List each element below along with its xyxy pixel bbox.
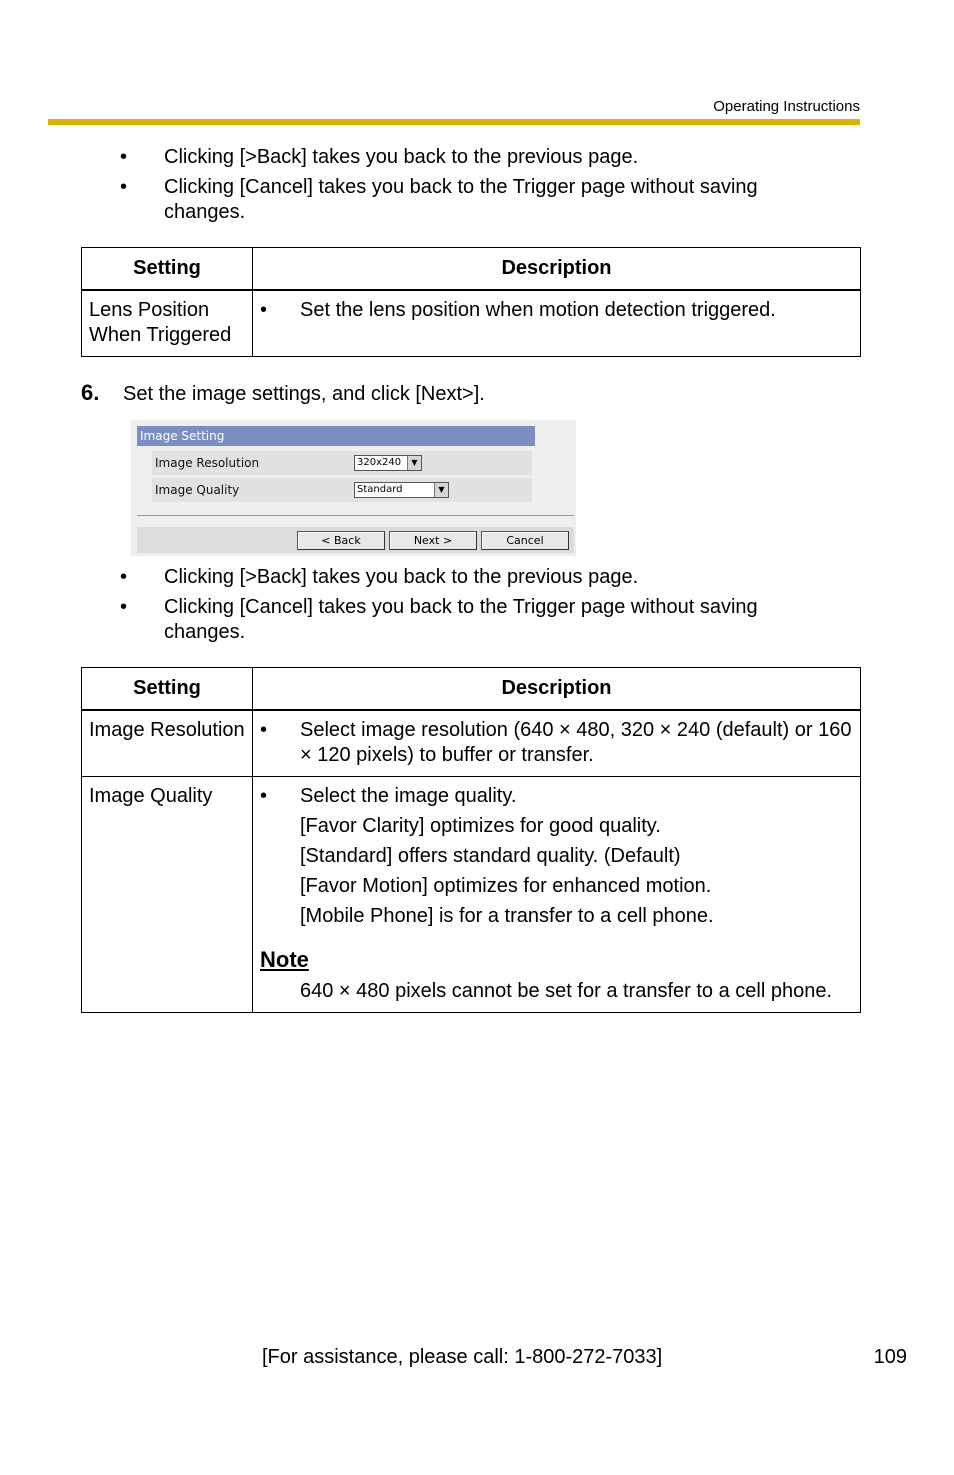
image-resolution-select[interactable]: 320x240 ▼	[354, 455, 422, 471]
bullet-icon: •	[120, 176, 128, 198]
column-header-setting: Setting	[82, 668, 253, 711]
running-header: Operating Instructions	[713, 98, 860, 115]
table-row	[82, 777, 861, 1013]
setting-cell: Image Quality	[82, 777, 253, 1013]
bullet-icon: •	[120, 146, 128, 168]
description-cell: • Set the lens position when motion detection triggered.	[253, 290, 861, 357]
header-rule	[48, 119, 860, 125]
bullet-icon: •	[260, 299, 268, 321]
column-header-description: Description	[253, 248, 861, 291]
page-number: 109	[873, 1346, 907, 1368]
quality-option-text: [Favor Clarity] optimizes for good quality.	[300, 815, 661, 837]
image-quality-select[interactable]: Standard ▼	[354, 482, 449, 498]
note-heading: Note	[260, 947, 309, 972]
table-row	[82, 290, 861, 357]
image-quality-row	[152, 478, 532, 502]
image-setting-panel	[131, 420, 576, 556]
panel-title: Image Setting	[137, 426, 535, 446]
column-header-setting: Setting	[82, 248, 253, 291]
image-resolution-label: Image Resolution	[155, 456, 260, 470]
step-number: 6.	[81, 380, 100, 405]
assistance-footer: [For assistance, please call: 1-800-272-7033]	[262, 1346, 663, 1368]
image-resolution-row	[152, 451, 532, 475]
quality-option-text: [Standard] offers standard quality. (Default)	[300, 845, 681, 867]
description-cell: • Select the image quality. [Favor Clarity] optimizes for good quality. [Standard] offers standard quality. (Default) [Favor Motion] optimizes for enhanced motion. [Mobile Phone] is for a transfer to a cell phone. Note 640 × 480 pixels cannot be set for a transfer to a cell phone.	[253, 777, 861, 1013]
step-instruction: Set the image settings, and click [Next>].	[123, 383, 485, 405]
list-item: • Clicking [Cancel] takes you back to the Trigger page without saving changes.	[120, 176, 758, 223]
button-bar	[137, 527, 574, 553]
setting-cell: Lens Position When Triggered	[82, 290, 253, 357]
bullet-icon: •	[260, 719, 268, 741]
chevron-down-icon: ▼	[407, 456, 421, 470]
column-header-description: Description	[253, 668, 861, 711]
table-row	[82, 710, 861, 777]
settings-table-image	[81, 667, 861, 1013]
quality-option-text: [Mobile Phone] is for a transfer to a cell phone.	[300, 905, 714, 927]
divider	[137, 515, 574, 516]
bullet-list-bottom	[120, 565, 840, 650]
quality-option-text: [Favor Motion] optimizes for enhanced motion.	[300, 875, 712, 897]
list-item: • Clicking [>Back] takes you back to the previous page.	[120, 566, 639, 588]
bullet-list-top	[120, 145, 840, 230]
cancel-button[interactable]: Cancel	[481, 531, 569, 550]
chevron-down-icon: ▼	[434, 483, 448, 497]
list-item: • Clicking [Cancel] takes you back to the Trigger page without saving changes.	[120, 596, 758, 643]
next-button[interactable]: Next >	[389, 531, 477, 550]
description-cell: • Select image resolution (640 × 480, 320 × 240 (default) or 160 × 120 pixels) to buffer or transfer.	[253, 710, 861, 777]
settings-table-lens	[81, 247, 861, 357]
bullet-icon: •	[120, 566, 128, 588]
note-text: 640 × 480 pixels cannot be set for a transfer to a cell phone.	[300, 980, 833, 1002]
bullet-icon: •	[260, 785, 268, 807]
setting-cell: Image Resolution	[82, 710, 253, 777]
bullet-icon: •	[120, 596, 128, 618]
list-item: • Clicking [>Back] takes you back to the previous page.	[120, 146, 639, 168]
image-quality-label: Image Quality	[155, 483, 240, 497]
back-button[interactable]: < Back	[297, 531, 385, 550]
